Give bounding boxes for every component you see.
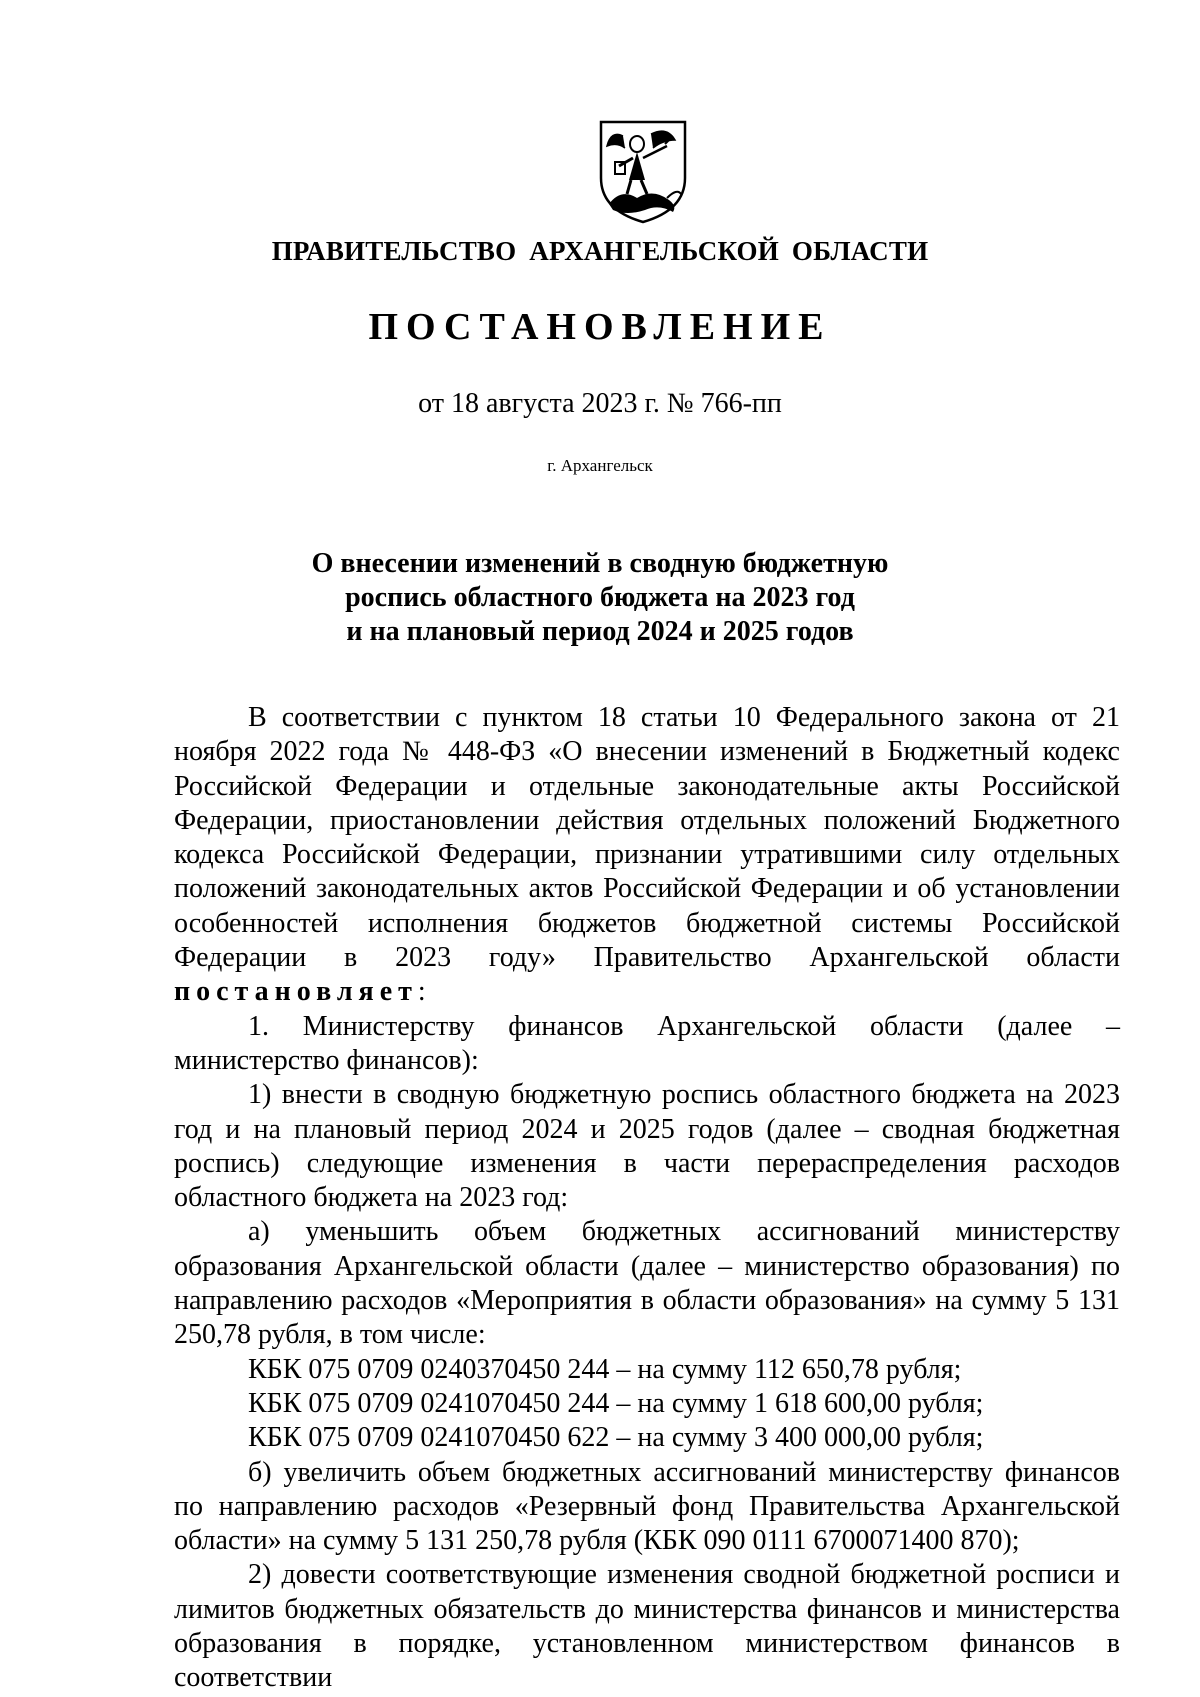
paragraph-subitem-b: б) увеличить объем бюджетных ассигнований министерству финансов по направлению расходов «Резервный фонд Правительства Архангельской области» на сумму 5 131 250,78 рубля (КБК 090 0111 6700071400 870); [174,1456,1120,1557]
resolves-word: постановляет [174,976,418,1008]
document-date-number: от 18 августа 2023 г. № 766-пп [418,388,782,419]
paragraph-subitem-2: 2) довести соответствующие изменения сводной бюджетной росписи и лимитов бюджетных обязательств до министерства финансов и министерства образования в порядке, установленном министерством финансов в соответствии [174,1559,1120,1694]
title-line-1: О внесении изменений в сводную бюджетную [311,548,889,579]
paragraph-subitem-1: 1) внести в сводную бюджетную роспись областного бюджета на 2023 год и на плановый период 2024 и 2025 годов (далее – сводная бюджетная роспись) следующие изменения в части перераспределения расходов областного бюджета на 2023 год: [174,1079,1120,1214]
organization-name: ПРАВИТЕЛЬСТВО АРХАНГЕЛЬСКОЙ ОБЛАСТИ [271,236,929,266]
paragraph-kbk-2: КБК 075 0709 0241070450 244 – на сумму 1 618 600,00 рубля; [248,1387,984,1419]
title-line-2: роспись областного бюджета на 2023 год [345,582,855,613]
paragraph-kbk-3: КБК 075 0709 0241070450 622 – на сумму 3 400 000,00 рубля; [248,1422,984,1454]
paragraph-kbk-1: КБК 075 0709 0240370450 244 – на сумму 112 650,78 рубля; [248,1353,962,1385]
paragraph-subitem-a: а) уменьшить объем бюджетных ассигнований министерству образования Архангельской области (далее – министерство образования) по направлению расходов «Мероприятия в области образования» на сумму 5 131 250,78 рубля, в том числе: [174,1216,1120,1351]
document-body [174,701,1120,1696]
preamble-end: : [417,976,426,1008]
paragraph-preamble [174,701,1120,1010]
document-city: г. Архангельск [547,456,653,475]
title-line-3: и на плановый период 2024 и 2025 годов [346,616,854,647]
document-title [0,547,1200,649]
coat-of-arms-icon [597,118,689,226]
document-type: ПОСТАНОВЛЕНИЕ [368,306,832,348]
paragraph-item-1: 1. Министерству финансов Архангельской области (далее – министерство финансов): [174,1010,1120,1076]
preamble-text: В соответствии с пунктом 18 статьи 10 Федерального закона от 21 ноября 2022 года № 448-ФЗ «О внесении изменений в Бюджетный кодекс Российской Федерации и отдельные законодательные акты Российской Федерации, приостановлении действия отдельных положений Бюджетного кодекса Российской Федерации, признании утратившими силу отдельных положений законодательных актов Российской Федерации и об установлении особенностей исполнения бюджетов бюджетной системы Российской Федерации в 2023 году» Правительство Архангельской области [174,702,1120,974]
